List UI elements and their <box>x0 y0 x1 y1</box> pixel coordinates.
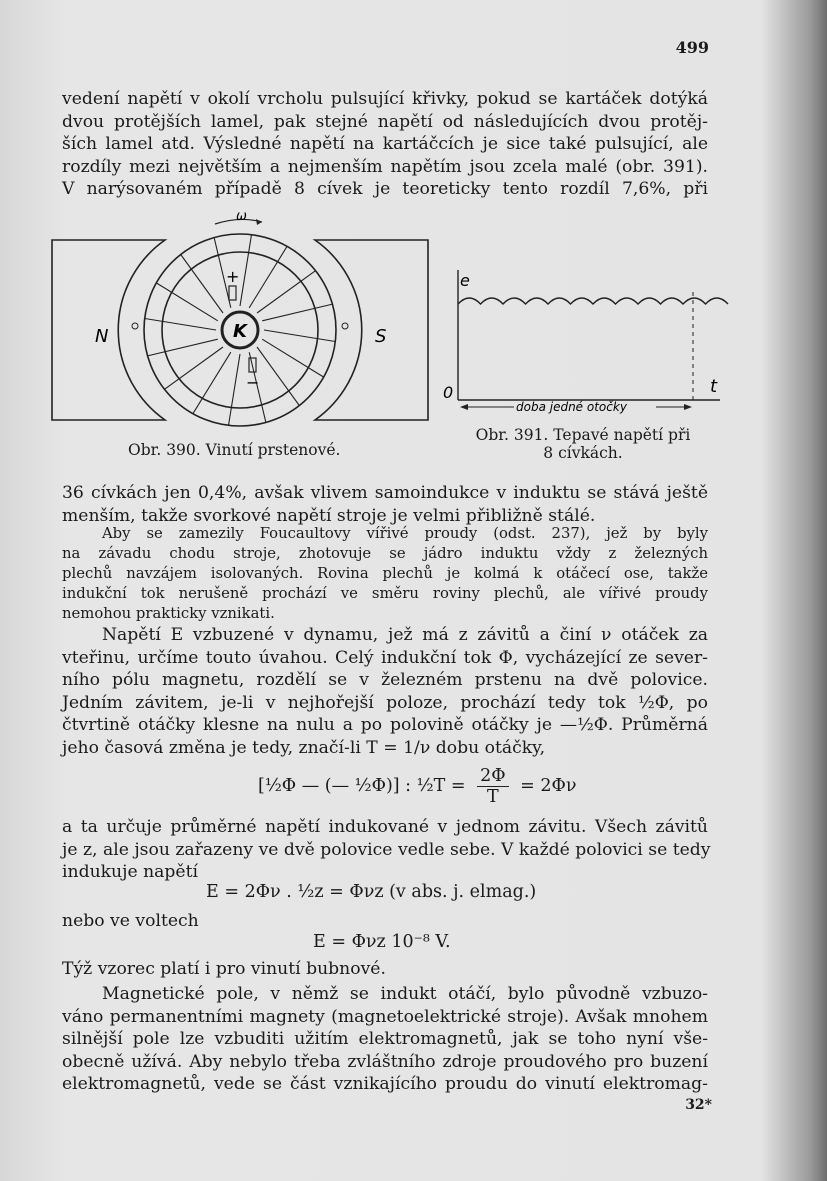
text-line: rozdíly mezi největším a nejmenším napětím jsou zcela malé (obr. 391). <box>62 156 708 177</box>
figure-391-voltage-plot <box>438 262 730 422</box>
figure-390-ring-winding <box>40 210 440 442</box>
text-line: nemohou prakticky vznikati. <box>62 605 275 622</box>
text-line: ního pólu magnetu, rozdělí se v železném prstenu na dvě polovice. <box>62 670 708 690</box>
axis-y-label: e <box>460 271 470 290</box>
axis-x-label: t <box>710 376 718 397</box>
north-pole-piece <box>52 240 165 420</box>
fraction <box>477 766 508 807</box>
signature-mark: 32* <box>685 1097 712 1113</box>
text-line: menším, takže svorkové napětí stroje je velmi přibližně stálé. <box>62 505 596 526</box>
page-number: 499 <box>675 38 709 57</box>
voltage-ripple-curve <box>458 298 728 304</box>
text-line: jeho časová změna je tedy, značí-li T = 1/ν dobu otáčky, <box>62 737 546 758</box>
formula-emf-abs: E = 2Φν . ½z = Φνz (v abs. j. elmag.) <box>206 882 537 902</box>
winding-conductor <box>165 347 224 389</box>
winding-conductor <box>264 330 335 342</box>
small-print-paragraph <box>62 524 708 624</box>
winding-conductor <box>240 235 252 306</box>
text-line: vteřinu, určíme touto úvahou. Celý indukční tok Φ, vycházející ze sever- <box>62 647 708 668</box>
paragraph-derivation <box>62 624 708 759</box>
winding-conductor <box>156 283 218 321</box>
formula-mean-change <box>258 766 577 807</box>
formula-right: = 2Φν <box>520 776 577 796</box>
text-line: obecně užívá. Aby nebylo třeba zvláštního zdroje proudového pro buzení <box>62 1051 708 1072</box>
fraction-denominator: T <box>486 787 499 807</box>
winding-conductor <box>229 354 241 425</box>
text-line: indukční tok nerušeně prochází ve směru roviny plechů, ale vířivé proudy <box>62 585 708 602</box>
figure-391-caption-line: Obr. 391. Tepavé napětí při <box>475 426 691 444</box>
figure-391-caption <box>467 426 699 462</box>
fraction-numerator: 2Φ <box>477 766 508 787</box>
winding-conductor <box>193 352 231 414</box>
winding-conductor <box>145 319 216 331</box>
formula-left: [½Φ — (— ½Φ)] : ½T = <box>258 776 466 796</box>
paragraph-drum <box>62 958 708 981</box>
winding-conductor <box>181 255 223 314</box>
text-line: plechů navzájem isolovaných. Rovina plechů je kolmá k otáčecí ose, takže <box>62 565 708 582</box>
text-line: na závadu chodu stroje, zhotovuje se jádro induktu vždy z železných <box>62 545 708 562</box>
plus-label: + <box>226 267 240 286</box>
winding-conductor <box>148 339 218 356</box>
text-line: 36 cívkách jen 0,4%, avšak vlivem samoindukce v induktu se stává ještě <box>62 483 708 503</box>
paragraph-induced <box>62 816 711 884</box>
text-line: Magnetické pole, v němž se indukt otáčí, bylo původně vzbuzo- <box>102 984 708 1004</box>
text-line: elektromagnetů, vede se část vznikajícího proudu do vinutí elektromag- <box>62 1074 708 1094</box>
text-line: dvou protějších lamel, pak stejné napětí od následujících dvou protěj- <box>62 111 708 132</box>
core-label: K <box>233 321 247 342</box>
text-line: je z, ale jsou zařazeny ve dvě polovice vedle sebe. V každé polovici se tedy <box>62 839 711 860</box>
text-line: Týž vzorec platí i pro vinutí bubnové. <box>62 959 386 979</box>
omega-label: ω <box>236 210 247 224</box>
origin-label: 0 <box>443 383 454 402</box>
paragraph-voltage <box>62 482 708 527</box>
text-line: silnější pole lze vzbuditi užitím elektromagnetů, jak se toho nyní vše- <box>62 1029 708 1049</box>
winding-conductor <box>262 339 324 377</box>
winding-conductor <box>257 271 316 313</box>
text-line: a ta určuje průměrné napětí indukované v jednom závitu. Všech závitů <box>62 817 708 837</box>
north-label: N <box>95 326 109 347</box>
text-line: Jedním závitem, je-li v nejhořejší poloze, prochází tedy tok ½Φ, po <box>62 692 708 713</box>
period-label: doba jedné otočky <box>516 400 627 414</box>
text-line: Aby se zamezily Foucaultovy vířivé proudy (odst. 237), jež by byly <box>102 525 708 542</box>
figure-390-caption: Obr. 390. Vinutí prstenové. <box>128 441 341 459</box>
intro-paragraph <box>62 88 708 201</box>
winding-conductor <box>262 304 332 321</box>
paragraph-volts <box>62 910 708 933</box>
text-line: Napětí E vzbuzené v dynamu, jež má z závitů a činí ν otáček za <box>102 625 708 645</box>
text-line: indukuje napětí <box>62 862 198 882</box>
text-line: ších lamel atd. Výsledné napětí na kartáčcích je sice také pulsující, ale <box>62 134 708 154</box>
text-line: váno permanentními magnety (magnetoelektrické stroje). Avšak mnohem <box>62 1006 708 1027</box>
south-pole-piece <box>315 240 428 420</box>
figure-391-caption-line: 8 cívkách. <box>543 444 623 462</box>
text-line: nebo ve voltech <box>62 911 199 931</box>
paragraph-magnetic-field <box>62 983 708 1096</box>
winding-conductor <box>257 347 299 406</box>
brush-top <box>229 286 236 300</box>
south-label: S <box>375 326 387 347</box>
text-line: čtvrtině otáčky klesne na nulu a po polovině otáčky je —½Φ. Průměrná <box>62 715 708 735</box>
formula-emf-volts: E = Φνz 10⁻⁸ V. <box>313 932 451 952</box>
winding-conductor <box>249 246 287 307</box>
minus-label: − <box>246 373 260 392</box>
text-line: V narýsovaném případě 8 cívek je teoreticky tento rozdíl 7,6%, při <box>62 179 708 199</box>
text-line: vedení napětí v okolí vrcholu pulsující křivky, pokud se kartáček dotýká <box>62 89 708 109</box>
